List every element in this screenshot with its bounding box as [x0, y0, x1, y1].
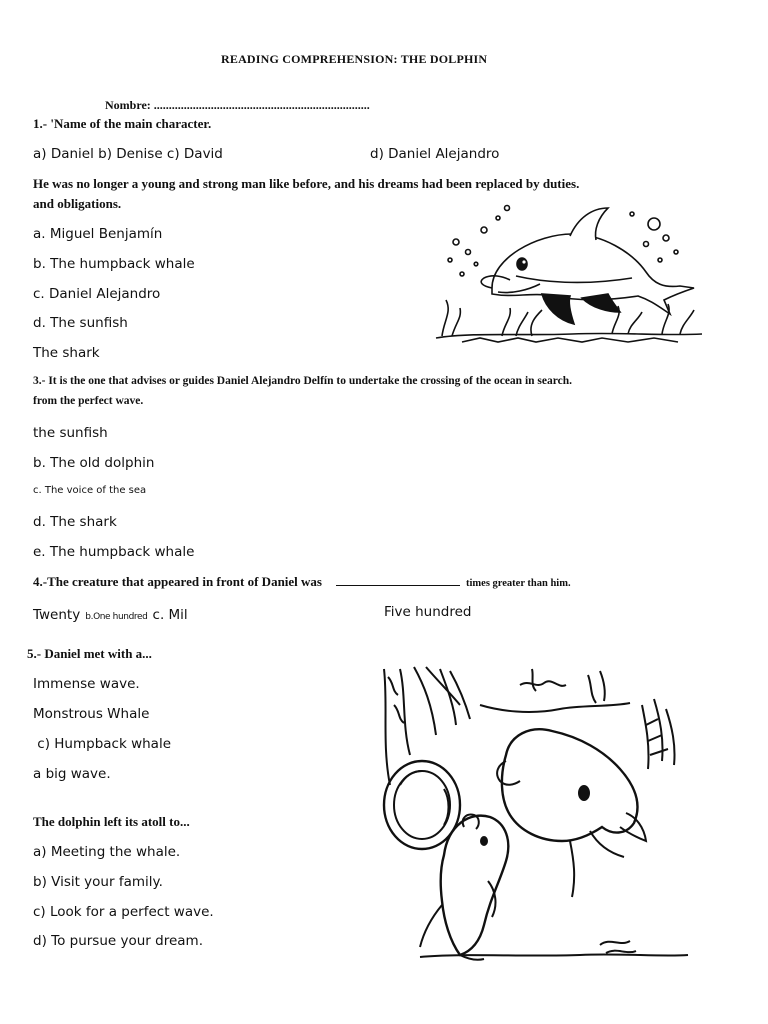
question-2-option: c. Daniel Alejandro	[33, 286, 161, 302]
question-4	[33, 573, 571, 591]
question-4-option: Twenty	[33, 607, 81, 623]
question-1-option-d: d) Daniel Alejandro	[370, 146, 500, 162]
question-6-option: a) Meeting the whale.	[33, 844, 181, 860]
question-2-option: b. The humpback whale	[33, 256, 195, 272]
question-5-option: c) Humpback whale	[33, 736, 171, 752]
question-2-option: The shark	[33, 345, 100, 361]
question-3-option: c. The voice of the sea	[33, 485, 147, 496]
question-6-option: d) To pursue your dream.	[33, 933, 203, 949]
two-dolphins-illustration	[380, 665, 692, 963]
question-4-option: Five hundred	[384, 604, 472, 620]
question-4-suffix: times greater than him.	[466, 578, 571, 589]
question-1-options-abc: a) Daniel b) Denise c) David	[33, 146, 223, 162]
question-2-line-2: and obligations.	[33, 196, 122, 211]
question-3-option: the sunfish	[33, 425, 108, 441]
question-2-option: d. The sunfish	[33, 315, 128, 331]
question-3-option: d. The shark	[33, 514, 117, 530]
question-2-option: a. Miguel Benjamín	[33, 226, 163, 242]
question-5-option: Immense wave.	[33, 676, 140, 692]
question-4-text: 4.-The creature that appeared in front of Daniel was	[33, 574, 322, 589]
question-3-option: e. The humpback whale	[33, 544, 195, 560]
question-5-option: Monstrous Whale	[33, 706, 150, 722]
question-1: 1.- 'Name of the main character.	[33, 116, 212, 131]
question-4-option: c. Mil	[152, 607, 188, 623]
name-field-label: Nombre: ........................................................................	[105, 98, 370, 112]
question-2-line-1: He was no longer a young and strong man like before, and his dreams had been replaced by duties.	[33, 176, 580, 191]
question-4-options-abc	[33, 604, 188, 623]
question-3-option: b. The old dolphin	[33, 455, 155, 471]
question-5-option: a big wave.	[33, 766, 111, 782]
question-6-option: b) Visit your family.	[33, 874, 163, 890]
dolphin-illustration	[432, 200, 704, 345]
question-3-line-2: from the perfect wave.	[33, 395, 144, 407]
question-4-option: b.One hundred	[85, 612, 148, 622]
question-6-option: c) Look for a perfect wave.	[33, 904, 214, 920]
question-5: 5.- Daniel met with a...	[27, 646, 152, 661]
answer-blank[interactable]	[336, 575, 460, 586]
question-6: The dolphin left its atoll to...	[33, 814, 190, 829]
question-3-line-1: 3.- It is the one that advises or guides Daniel Alejandro Delfín to undertake the crossing of the ocean in search.	[33, 375, 573, 387]
page-title: READING COMPREHENSION: THE DOLPHIN	[221, 52, 488, 66]
